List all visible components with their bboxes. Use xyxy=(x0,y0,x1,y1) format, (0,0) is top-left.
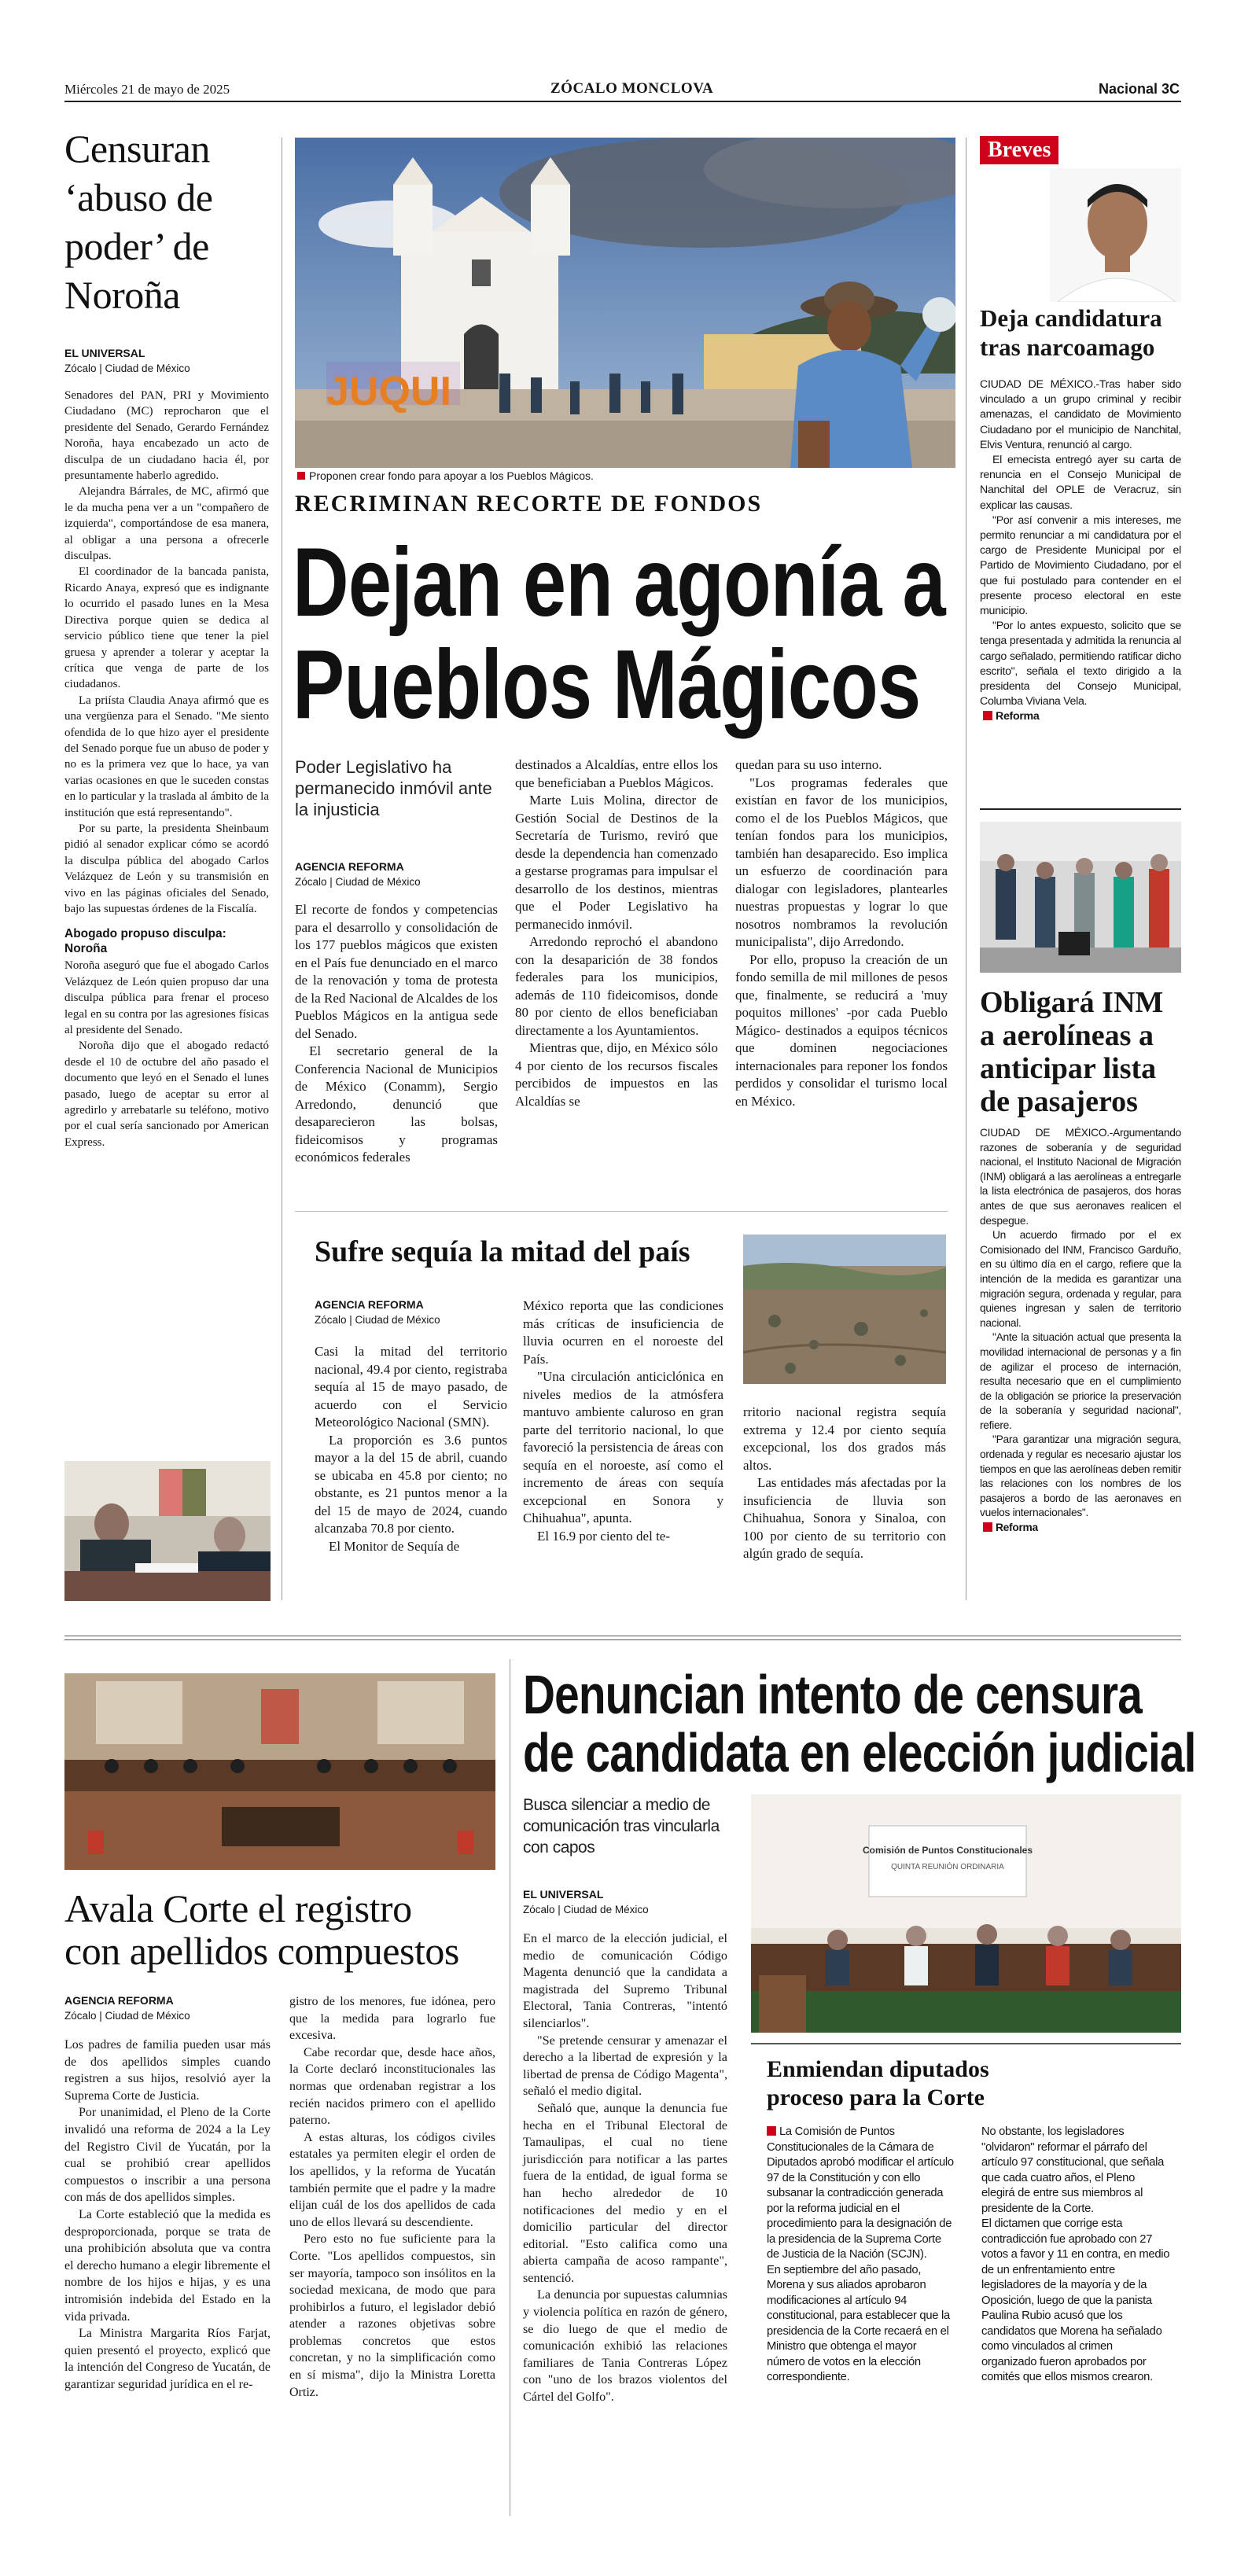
main-paragraph: "Los programas federales que existían en favor de los municipios, como el de los Pueblos Mágicos, que tenían fondos para los municipios, también han desaparecido. Eso implica un esfuerzo de coordinación para dialogar con legisladores, plantearles nuestras propuestas y lograr lo que nosotros nombramos la revolución municipalista", dijo Arredondo. xyxy=(735,775,948,949)
enmiendan-box xyxy=(751,2043,1181,2044)
censura-title-line: Denuncian intento de censura xyxy=(523,1664,1143,1725)
breves-paragraph: Un acuerdo firmado por el ex Comisionado del INM, Francisco Garduño, en su último día en el cargo, refiere que la intención de la medida es garantizar una migración segura, ordenada y regular, para quienes ingresan y salen de territorio nacional. xyxy=(980,1229,1181,1329)
noronia-title-line: Noroña xyxy=(64,273,180,317)
censura-agency: EL UNIVERSAL xyxy=(523,1888,604,1901)
sequia-place: Zócalo | Ciudad de México xyxy=(315,1314,440,1326)
breves-label: Breves xyxy=(980,136,1058,164)
breves-item2-body xyxy=(980,1126,1181,1536)
enmiendan-title-line: Enmiendan diputados xyxy=(767,2056,989,2082)
breves-signature: Reforma xyxy=(996,710,1040,723)
main-headline-line1: Dejan en agonía a xyxy=(293,528,945,637)
main-photo-caption xyxy=(297,469,594,482)
main-paragraph: Marte Luis Molina, director de Gestión Social de Destinos de la Secretaría de Turismo, reviró que desde la dependencia han comenzado a gestarse programas para impulsar el desarrollo de los destinos, mientras que el Poder Legislativo ha permanecido inmóvil. xyxy=(515,793,718,932)
enmiendan-title xyxy=(767,2055,989,2112)
noronia-agency: EL UNIVERSAL xyxy=(64,347,145,359)
sequia-col2 xyxy=(523,1297,723,1604)
censura-paragraph: La denuncia por supuestas calumnias y violencia política en razón de género, se dio luego de que el medio de comunicación exhibió las relaciones familiares de Tania Contreras López con "uno de los brazos violentos del Cártel del Golfo". xyxy=(523,2287,727,2405)
breves-photo-2 xyxy=(980,822,1181,973)
signature-marker-icon xyxy=(983,711,992,720)
main-headline-line2: Pueblos Mágicos xyxy=(293,631,921,739)
breves-paragraph: "Por así convenir a mis intereses, me permito renunciar a mi candidatura por el cargo de Presidente Municipal por el Partido de Movimiento Ciudadano, por el que fui postulado para contender en el presente proceso electoral en este municipio. xyxy=(980,513,1181,618)
main-col2 xyxy=(515,756,718,1205)
breves-paragraph: "Por lo antes expuesto, solicito que se tenga presentada y admitida la renuncia al cargo señalado, permitiendo ratificar dicho escrito", señala el texto dirigido a la presidenta del Consejo Municipal, Columba Viviana Vela. xyxy=(980,620,1181,708)
enmiendan-paragraph: El dictamen que corrige esta contradicción fue aprobado con 27 votos a favor y 11 en contra, en medio de un enfrentamiento entre legisladores de la mayoría y de la Oposición, luego de que la panista Paulina Rubio acusó que los candidatos que Morena ha señalado como vinculados al crimen organizado fueron aprobados por comités que ellos mismos crearon. xyxy=(981,2217,1170,2383)
breves-item2-title xyxy=(980,986,1181,1118)
main-paragraph: Por ello, propuso la creación de un fondo semilla de mil millones de pesos que, finalmente, se reducirá a 'muy poquitos millones' -por cada Pueblo Mágico- destinados a equipos técnicos que dominen negociaciones internacionales para reponer los fondos perdidos y consolidar el turismo local en México. xyxy=(735,951,948,1109)
noronia-paragraph: El coordinador de la bancada panista, Ricardo Anaya, expresó que es indignante lo ocurrido el pasado lunes en la Mesa Directiva porque quien se dedica al servicio público tiene que tener la piel gruesa y aprender a tolerar y aceptar la crítica que venga de parte de los ciudadanos. xyxy=(64,565,269,691)
breves-item2-title-line: a aerolíneas a xyxy=(980,1019,1154,1052)
corte-title-line: con apellidos compuestos xyxy=(64,1929,459,1973)
sequia-paragraph: Las entidades más afectadas por la insuficiencia de lluvia son Chihuahua, Sonora y Sinaloa, con 100 por ciento de su territorio con algún grado de sequía. xyxy=(743,1475,946,1561)
main-photo xyxy=(295,138,955,468)
noronia-paragraph: Noroña dijo que el abogado redactó desde el 10 de octubre del año pasado el documento que leyó en el Senado el lunes pasado, luego de aceptar su error al agredirlo y arrebatarle su teléfono, motivo por el cual sería sancionado por American Express. xyxy=(64,1040,269,1149)
censura-paragraph: Señaló que, aunque la denuncia fue hecha en el Tribunal Electoral de Tamaulipas, el cual no tiene jurisdicción para notificar a las partes fuera de la entidad, de igual forma se han hecho alrededor de 10 notificaciones del medio y en el domicilio particular del director editorial. "Esto califica como una abierta campaña de acoso rampante", sentenció. xyxy=(523,2100,727,2285)
sequia-title: Sufre sequía la mitad del país xyxy=(315,1235,690,1268)
sequia-paragraph: Casi la mitad del territorio nacional, 49.4 por ciento, registraba sequía al 15 de mayo pasado, de acuerdo con el Servicio Meteorológico Nacional (SMN). xyxy=(315,1344,507,1430)
breves-item1-body xyxy=(980,377,1181,725)
sequia-col1 xyxy=(315,1343,507,1603)
corte-paragraph: A estas alturas, los códigos civiles estatales ya permiten elegir el orden de los apellidos, y la reforma de Yucatán también permite que el padre y la madre elijan cuál de los dos apellidos de cada uno de ellos llevará su descendiente. xyxy=(289,2130,495,2229)
lead-marker-icon xyxy=(767,2126,776,2136)
main-deck: Poder Legislativo ha permanecido inmóvil ante la injusticia xyxy=(295,757,492,819)
corte-col2 xyxy=(289,1993,495,2512)
enmiendan-paragraph: No obstante, los legisladores "olvidaron" reformar el párrafo del artículo 97 constitucional, que señala que cada cuatro años, el Pleno elegirá de entre sus miembros al presidente de la Corte. xyxy=(981,2125,1165,2215)
noronia-place: Zócalo | Ciudad de México xyxy=(64,362,190,374)
noronia-paragraph: Por su parte, la presidenta Sheinbaum pidió al senador explicar cómo se acordó la disculpa pública del abogado Carlos Velázquez de León y su transmisión en vivo en las páginas oficiales del Senado, bajo las supuestas órdenes de la Fiscalía. xyxy=(64,822,269,915)
main-paragraph: Arredondo reprochó el abandono con la desaparición de 38 fondos federales para los municipios, además de 110 fideicomisos, donde 80 por ciento de ellos beneficiaban directamente a los Ayuntamientos. xyxy=(515,934,718,1038)
main-paragraph: El secretario general de la Conferencia Nacional de Municipios de México (Conamm), Sergio Arredondo, denunció que desaparecieron las bolsas, fideicomisos y programas económicos federales xyxy=(295,1043,498,1165)
corte-paragraph: Los padres de familia pueden usar más de dos apellidos simples cuando registren a sus hijos, resolvió ayer la Suprema Corte de Justicia. xyxy=(64,2038,271,2103)
censura-paragraph: En el marco de la elección judicial, el medio de comunicación Código Magenta denunció que la candidata a magistrada del Supremo Tribunal Electoral, Tania Contreras, "intentó silenciarlos". xyxy=(523,1931,727,2030)
noronia-paragraph: Alejandra Bárrales, de MC, afirmó que le da mucha pena ver a un "compañero de izquierda", comportándose de esa manera, al obligar a una persona a ofrecerle disculpas. xyxy=(64,485,269,563)
corte-col1 xyxy=(64,2037,271,2508)
corte-paragraph: La Corte estableció que la medida es desproporcionada, porque se trata de una prohibición absoluta que va contra el derecho humano a elegir libremente el nombre de los hijos e hijas, y es una intromisión indebida del Estado en la vida privada. xyxy=(64,2207,271,2324)
sequia-paragraph: El Monitor de Sequía de xyxy=(329,1538,460,1554)
breves-paragraph: El emecista entregó ayer su carta de renuncia en el Consejo Municipal de Nanchital del OPLE de Veracruz, sin explicar las causas. xyxy=(980,454,1181,512)
corte-paragraph: Por unanimidad, el Pleno de la Corte invalidó una reforma de 2024 a la Ley del Registro Civil de Yucatán, por la cual se prohibió crear apellidos compuestos o inscribir a una persona con más de dos apellidos simples. xyxy=(64,2106,271,2205)
header-date: Miércoles 21 de mayo de 2025 xyxy=(64,82,230,97)
breves-item1-title: Deja candidatura tras narcoamago xyxy=(980,304,1162,361)
header-section: Nacional 3C xyxy=(1098,81,1180,97)
noronia-paragraph: Senadores del PAN, PRI y Movimiento Ciudadano (MC) reprocharon que el presidente del Senado, Gerardo Fernández Noroña, haya encabezado un acto de disculpa de un ciudadano hacia él, por presuntamente haberlo agredido. xyxy=(64,389,269,483)
breves-item2-title-line: Obligará INM xyxy=(980,986,1164,1019)
sequia-paragraph: La proporción es 3.6 puntos mayor a la del 15 de abril, cuando se ubicaba en 45.8 por ciento; no obstante, es 21 puntos menor a la del 15 de mayo de 2024, cuando alcanzaba 70.8 por ciento. xyxy=(315,1432,507,1536)
sequia-paragraph: "Una circulación anticiclónica en niveles medios de la atmósfera mantuvo ambiente caluroso en gran parte del territorio nacional, lo que favoreció la persistencia de áreas con sequía en el noroeste, así como el incremento de áreas con sequía excepcional en Sonora y Chihuahua", apunta. xyxy=(523,1369,723,1525)
noronia-paragraph: La priísta Claudia Anaya afirmó que es una vergüenza para el Senado. "Me siento ofendida de lo que hizo ayer el presidente del Senado porque fue un abuso de poder y no es la primera vez que lo hace, ya van varias ocasiones en que le suceden constas en lo particular y la traslada al ámbito de la institución que está representando". xyxy=(64,694,269,819)
enmiendan-paragraph: En septiembre del año pasado, Morena y sus aliados aprobaron modificaciones al artículo 94 constitucional, para establecer que la presidencia de la Corte recaerá en el Ministro que obtenga el mayor número de votos en la elección correspondiente. xyxy=(767,2263,950,2383)
main-col3 xyxy=(735,756,948,1205)
corte-paragraph: Pero esto no fue suficiente para la Corte. "Los apellidos compuestos, sin ser mayoría, tampoco son insólitos en la sociedad mexicana, de modo que para prohibirlos a futuro, el legislador debió atender a razones objetivas sobre problemas concretos que estos concretan, y no la simplificación como en sí misma", dijo la Ministra Loretta Ortiz. xyxy=(289,2232,495,2399)
noronia-title-line: ‘abuso de xyxy=(64,175,213,219)
photo-banner-text: QUINTA REUNIÓN ORDINARIA xyxy=(891,1863,1004,1871)
breves-paragraph: CIUDAD DE MÉXICO.-Argumentando razones de soberanía y de seguridad nacional, el Instituto Nacional de Migración (INM) obligará a las aerolíneas a entregarle la lista electrónica de pasajeros, dos horas antes de que sus aeronaves realicen el despegue. xyxy=(980,1127,1181,1227)
sequia-paragraph: El 16.9 por ciento del te- xyxy=(537,1528,671,1544)
main-photo-caption-text: Proponen crear fondo para apoyar a los Pueblos Mágicos. xyxy=(309,469,594,482)
corte-paragraph: Cabe recordar que, desde hace años, la Corte declaró inconstitucionales las normas que ordenaban registrar a los recién nacidos primero con el apellido paterno. xyxy=(289,2045,495,2128)
signature-marker-icon xyxy=(983,1522,992,1532)
main-paragraph: destinados a Alcaldías, entre ellos los que beneficiaban a Pueblos Mágicos. xyxy=(515,757,718,790)
sequia-paragraph: México reporta que las condiciones más críticas de insuficiencia de lluvia ocurren en el noroeste del País. xyxy=(523,1298,723,1367)
corte-title xyxy=(64,1887,505,1972)
censura-deck: Busca silenciar a medio de comunicación tras vincularla con capos xyxy=(523,1796,720,1857)
main-paragraph: quedan para su uso interno. xyxy=(735,757,882,772)
enmiendan-col1 xyxy=(767,2125,955,2386)
sequia-col3 xyxy=(743,1404,946,1600)
caption-marker-icon xyxy=(297,472,305,480)
breves-photo-1 xyxy=(1050,168,1181,302)
sequia-agency: AGENCIA REFORMA xyxy=(315,1298,424,1311)
censura-place: Zócalo | Ciudad de México xyxy=(523,1904,649,1915)
main-col1 xyxy=(295,901,498,1200)
main-place: Zócalo | Ciudad de México xyxy=(295,876,421,888)
breves-paragraph: "Para garantizar una migración segura, ordenada y regular es necesario ajustar los tiempos en que las aerolíneas deben remitir las relaciones con los nombres de los pasajeros a bordo de las aeronaves en vuelos internacionales". xyxy=(980,1433,1181,1519)
enmiendan-title-line: proceso para la Corte xyxy=(767,2085,985,2110)
noronia-paragraph: Noroña aseguró que fue el abogado Carlos Velázquez de León quien propuso dar una disculpa pública para frenar el proceso legal en su contra por las agresiones físicas al presidente del Senado. xyxy=(64,959,269,1037)
photo-sign-text: JUQUI xyxy=(326,369,451,414)
corte-paragraph: La Ministra Margarita Ríos Farjat, quien presentó el proyecto, explicó que la intención del Congreso de Yucatán, de garantizar seguridad jurídica en el re- xyxy=(64,2327,271,2391)
censura-paragraph: "Se pretende censurar y amenazar el derecho a la libertad de expresión y la libertad de prensa de Código Magenta", señaló el medio digital. xyxy=(523,2033,727,2099)
section-divider xyxy=(64,1639,1181,1640)
noronia-photo xyxy=(64,1461,271,1601)
breves-paragraph: CIUDAD DE MÉXICO.-Tras haber sido vinculado a un grupo criminal y recibir amenazas, el candidato de Movimiento Ciudadano por el municipio de Nanchital, Elvis Ventura, renunció al cargo. xyxy=(980,378,1181,451)
noronia-title xyxy=(64,124,253,319)
breves-item2-title-line: de pasajeros xyxy=(980,1085,1138,1118)
enmiendan-col2 xyxy=(981,2125,1170,2386)
noronia-body xyxy=(64,388,269,1150)
breves-signature: Reforma xyxy=(996,1522,1038,1534)
main-paragraph: El recorte de fondos y competencias para el desarrollo y consolidación de los 177 pueblos mágicos que existen en el País fue denunciado en el marco de la renovación y toma de protesta de la Red Nacional de Alcaldes de los Pueblos Mágicos en la antigua sede del Senado. xyxy=(295,902,498,1041)
main-agency: AGENCIA REFORMA xyxy=(295,860,404,873)
noronia-title-line: poder’ de xyxy=(64,224,209,268)
main-paragraph: Mientras que, dijo, en México sólo 4 por ciento de los recursos fiscales percibidos de impuestos en las Alcaldías se xyxy=(515,1040,718,1109)
noronia-title-line: Censuran xyxy=(64,127,210,171)
header-rule xyxy=(64,101,1181,102)
noronia-subhead: Abogado propuso disculpa: Noroña xyxy=(64,927,226,956)
main-kicker: RECRIMINAN RECORTE DE FONDOS xyxy=(295,491,763,517)
censura-title-line: de candidata en elección judicial xyxy=(523,1722,1196,1783)
enmiendan-paragraph: La Comisión de Puntos Constitucionales de la Cámara de Diputados aprobó modificar el artículo 97 de la Constitución y con ello subsanar la contradicción generada por la reforma judicial en el procedimiento para la designación de la presidencia de la Suprema Corte de Justicia de la Nación (SCJN). xyxy=(767,2125,954,2261)
censura-col1 xyxy=(523,1930,727,2512)
sequia-photo xyxy=(743,1235,946,1384)
photo-banner-text: Comisión de Puntos Constitucionales xyxy=(862,1845,1033,1856)
sequia-paragraph: rritorio nacional registra sequía extrema y 12.4 por ciento sequía excepcional, los dos grados más altos. xyxy=(743,1404,946,1473)
corte-photo xyxy=(64,1673,495,1870)
corte-title-line: Avala Corte el registro xyxy=(64,1886,412,1930)
corte-paragraph: gistro de los menores, fue idónea, pero que la medida para lograrlo fue excesiva. xyxy=(289,1995,495,2043)
breves-paragraph: "Ante la situación actual que presenta la movilidad internacional de personas y a fin de agilizar el proceso de internación, resulta necesario que en el cumplimiento de la obligación se priorice la preservación de la soberanía y seguridad nacional", refiere. xyxy=(980,1331,1181,1431)
header-paper: ZÓCALO MONCLOVA xyxy=(550,80,714,97)
corte-agency: AGENCIA REFORMA xyxy=(64,1994,174,2007)
censura-title xyxy=(523,1665,1196,1782)
breves-item2-title-line: anticipar lista xyxy=(980,1052,1157,1085)
breves-divider xyxy=(980,808,1181,810)
corte-place: Zócalo | Ciudad de México xyxy=(64,2010,190,2022)
censura-photo xyxy=(751,1794,1181,2033)
